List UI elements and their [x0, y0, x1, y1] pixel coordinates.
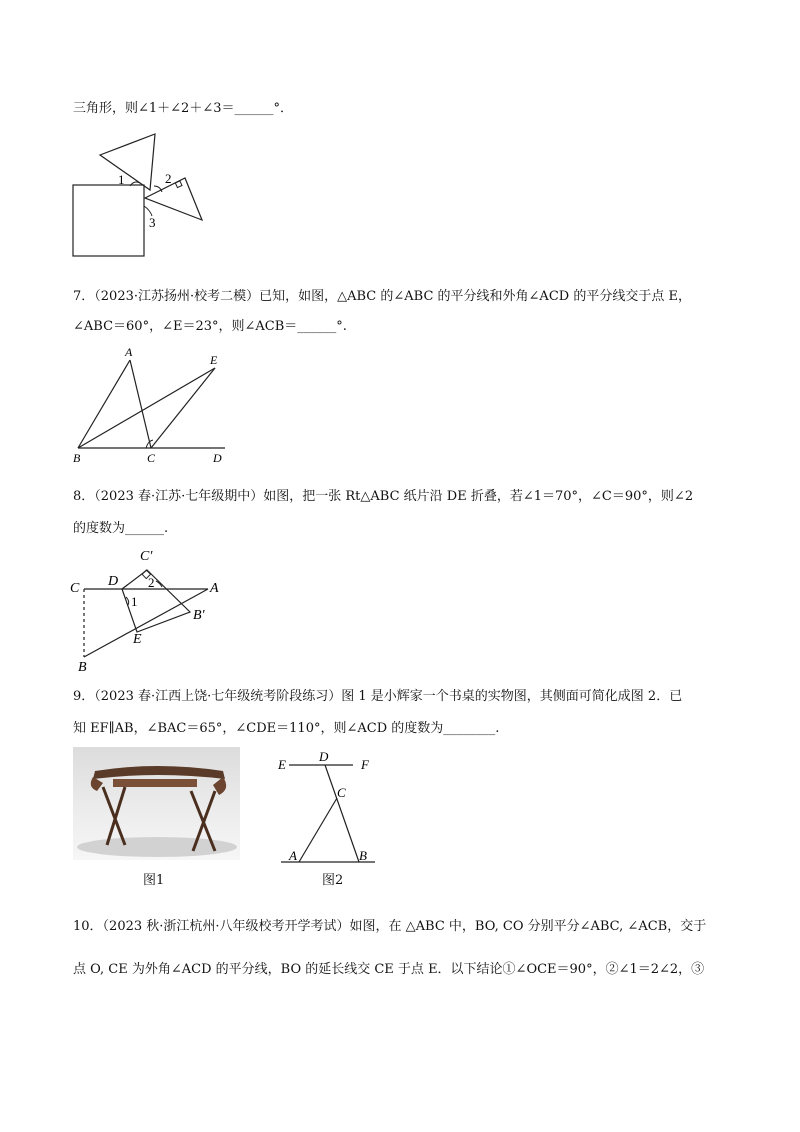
q6-angle-1-label: 1	[118, 172, 125, 187]
q10-line-1: 10．（2023 秋·浙江杭州·八年级校考开学考试）如图，在 △ABC 中，BO, CO 分别平分∠ABC, ∠ACB，交于	[73, 919, 707, 934]
q8-point-e-label: E	[133, 632, 142, 647]
figure-1-caption: 图1	[143, 873, 165, 888]
q8-point-d-label: D	[108, 574, 119, 589]
q8-point-a-label: A	[210, 581, 219, 596]
q8-point-b-prime-label: B'	[193, 608, 205, 623]
q8-angle-1-label: 1	[131, 594, 138, 609]
q7-line-2: ∠ABC＝60°，∠E＝23°，则∠ACB＝______°.	[73, 319, 347, 334]
figure-2-caption: 图2	[322, 873, 344, 888]
q9-line-2: 知 EF∥AB，∠BAC＝65°，∠CDE＝110°，则∠ACD 的度数为________.	[73, 721, 500, 736]
q9-point-a-label: A	[289, 848, 297, 863]
q8-angle-2-label: 2	[148, 575, 155, 590]
q7-point-b-label: B	[73, 451, 81, 465]
q9-point-d-label: D	[319, 750, 329, 764]
q9-line-1: 9．（2023 春·江西上饶·七年级统考阶段练习）图 1 是小辉家一个书桌的实物图，其侧面可简化成图 2．已	[73, 689, 683, 704]
q8-line-2: 的度数为______.	[73, 521, 169, 536]
desk-photo	[73, 747, 240, 860]
q7-point-c-label: C	[147, 451, 156, 465]
q8-figure	[68, 545, 238, 677]
q9-point-c-label: C	[337, 785, 346, 800]
q9-point-e-label: E	[278, 757, 286, 772]
q6-figure	[70, 128, 220, 263]
q8-point-b-label: B	[78, 660, 87, 675]
q7-figure	[70, 344, 240, 469]
q6-angle-2-label: 2	[165, 171, 172, 186]
q9-point-f-label: F	[361, 757, 369, 772]
q8-line-1: 8．（2023 春·江苏·七年级期中）如图，把一张 Rt△ABC 纸片沿 DE 折叠，若∠1＝70°，∠C＝90°，则∠2	[73, 489, 694, 504]
q8-point-c-label: C	[70, 581, 80, 596]
q6-text: 三角形，则∠1＋∠2＋∠3＝______°．	[73, 101, 293, 116]
q7-point-e-label: E	[210, 353, 218, 367]
q6-angle-3-label: 3	[149, 215, 156, 230]
q7-point-d-label: D	[213, 451, 222, 465]
q7-point-a-label: A	[125, 345, 133, 359]
q10-line-2: 点 O, CE 为外角∠ACD 的平分线，BO 的延长线交 CE 于点 E．以下结论①∠OCE＝90°，②∠1＝2∠2，③	[73, 962, 705, 977]
q8-point-c-prime-label: C'	[140, 549, 153, 564]
q9-point-b-label: B	[359, 848, 367, 863]
q9-figure	[275, 750, 395, 868]
q7-line-1: 7．（2023·江苏扬州·校考二模）已知，如图，△ABC 的∠ABC 的平分线和外角∠ACD 的平分线交于点 E，	[73, 289, 691, 304]
